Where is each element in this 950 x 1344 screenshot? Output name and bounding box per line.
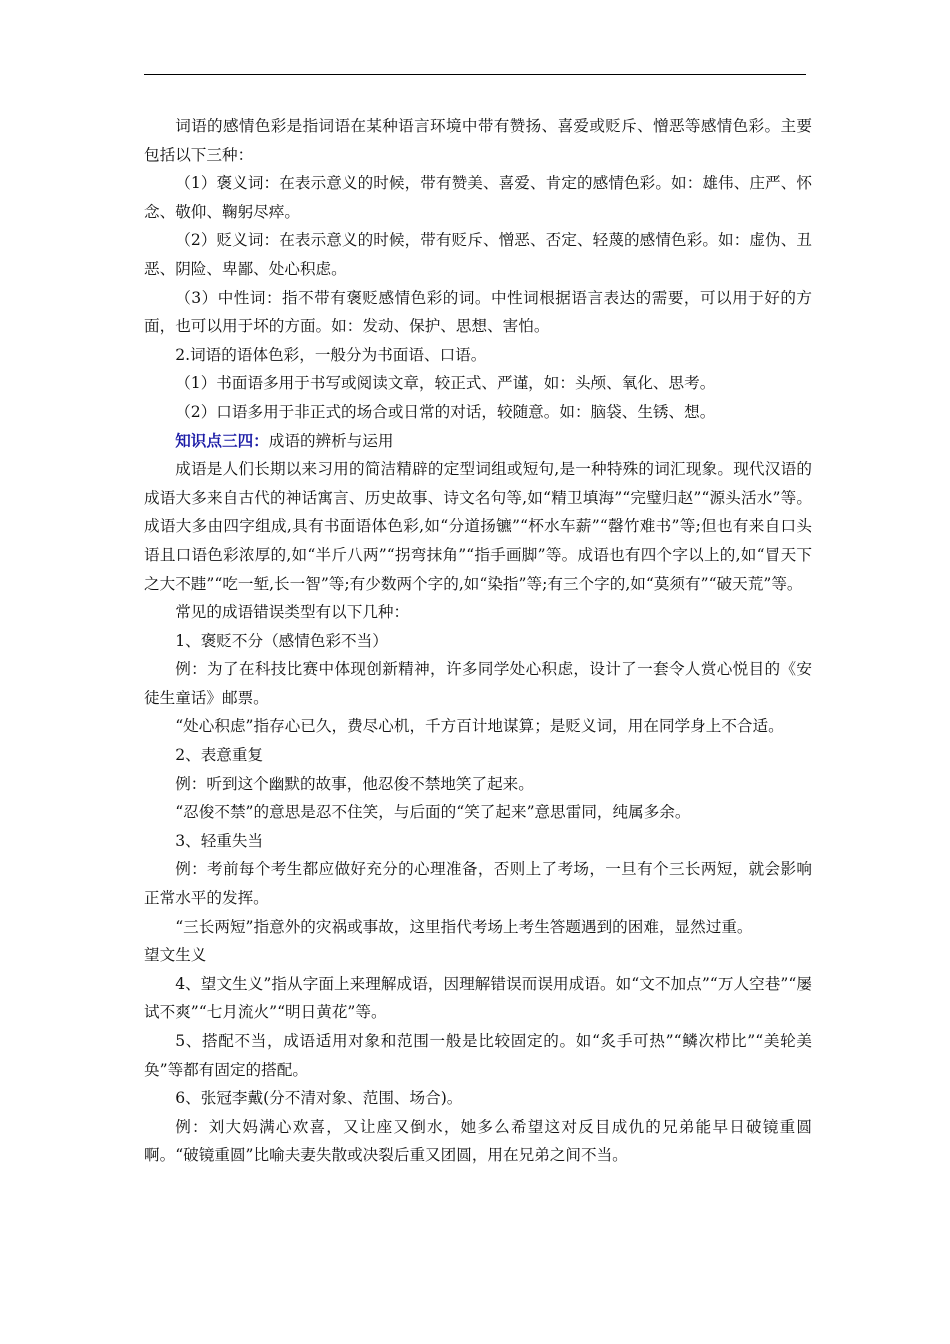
paragraph: 成语是人们长期以来习用的简洁精辟的定型词组或短句,是一种特殊的词汇现象。现代汉语的成语大多来自古代的神话寓言、历史故事、诗文名句等,如“精卫填海”“完璧归赵”“源头活水”等。成语大多由四字组成,具有书面语体色彩,如“分道扬镳”“杯水车薪”“罄竹难书”等;但也有来自口头语且口语色彩浓厚的,如“半斤八两”“拐弯抹角”“指手画脚”等。成语也有四个字以上的,如“冒天下之大不韪”“吃一堑,长一智”等;有少数两个字的,如“染指”等;有三个字的,如“莫须有”“破天荒”等。 (144, 460, 812, 593)
paragraph: 例：考前每个考生都应做好充分的心理准备，否则上了考场，一旦有个三长两短，就会影响正常水平的发挥。 (144, 860, 812, 908)
knowledge-point-heading (144, 427, 812, 456)
paragraph: “三长两短”指意外的灾祸或事故，这里指代考场上考生答题遇到的困难，显然过重。 (175, 917, 753, 936)
paragraph: （1）褒义词：在表示意义的时候，带有赞美、喜爱、肯定的感情色彩。如：雄伟、庄严、怀念、敬仰、鞠躬尽瘁。 (144, 174, 812, 221)
header-rule (144, 74, 806, 75)
paragraph: “处心积虑”指存心已久，费尽心机，千方百计地谋算；是贬义词，用在同学身上不合适。 (175, 717, 784, 736)
paragraph: 词语的感情色彩是指词语在某种语言环境中带有赞扬、喜爱或贬斥、憎恶等感情色彩。主要包括以下三种： (144, 117, 812, 164)
paragraph: 3、轻重失当 (175, 831, 264, 850)
paragraph: 2、表意重复 (175, 746, 264, 765)
paragraph: （2）口语多用于非正式的场合或日常的对话，较随意。如：脑袋、生锈、想。 (175, 402, 716, 421)
orphan-line: 望文生义 (144, 946, 207, 965)
paragraph: 例：听到这个幽默的故事，他忍俊不禁地笑了起来。 (175, 774, 534, 793)
paragraph: 5、搭配不当，成语适用对象和范围一般是比较固定的。如“炙手可热”“鳞次栉比”“美轮美奂”等都有固定的搭配。 (144, 1032, 812, 1079)
paragraph: “忍俊不禁”的意思是忍不住笑，与后面的“笑了起来”意思雷同，纯属多余。 (175, 803, 691, 822)
paragraph: 6、张冠李戴(分不清对象、范围、场合)。 (175, 1089, 463, 1108)
knowledge-point-title: 成语的辨析与运用 (268, 431, 394, 450)
paragraph: （3）中性词：指不带有褒贬感情色彩的词。中性词根据语言表达的需要，可以用于好的方面，也可以用于坏的方面。如：发动、保护、思想、害怕。 (144, 288, 812, 336)
paragraph: （2）贬义词：在表示意义的时候，带有贬斥、憎恶、否定、轻蔑的感情色彩。如：虚伪、丑恶、阴险、卑鄙、处心积虑。 (144, 231, 812, 278)
paragraph: 1、褒贬不分（感情色彩不当） (175, 631, 388, 650)
paragraph: （1）书面语多用于书写或阅读文章，较正式、严谨，如：头颅、氧化、思考。 (175, 374, 716, 393)
paragraph: 2.词语的语体色彩，一般分为书面语、口语。 (175, 345, 487, 364)
document-body (144, 112, 812, 1170)
paragraph: 4、望文生义”指从字面上来理解成语，因理解错误而误用成语。如“文不加点”“万人空巷”“屡试不爽”“七月流火”“明日黄花”等。 (144, 974, 812, 1022)
paragraph: 例：为了在科技比赛中体现创新精神，许多同学处心积虑，设计了一套令人赏心悦目的《安徒生童话》邮票。 (144, 660, 812, 707)
paragraph: 例：刘大妈满心欢喜，又让座又倒水，她多么希望这对反目成仇的兄弟能早日破镜重圆啊。“破镜重圆”比喻夫妻失散或决裂后重又团圆，用在兄弟之间不当。 (144, 1117, 812, 1165)
knowledge-point-label: 知识点三四： (175, 430, 269, 450)
paragraph: 常见的成语错误类型有以下几种： (175, 603, 410, 622)
